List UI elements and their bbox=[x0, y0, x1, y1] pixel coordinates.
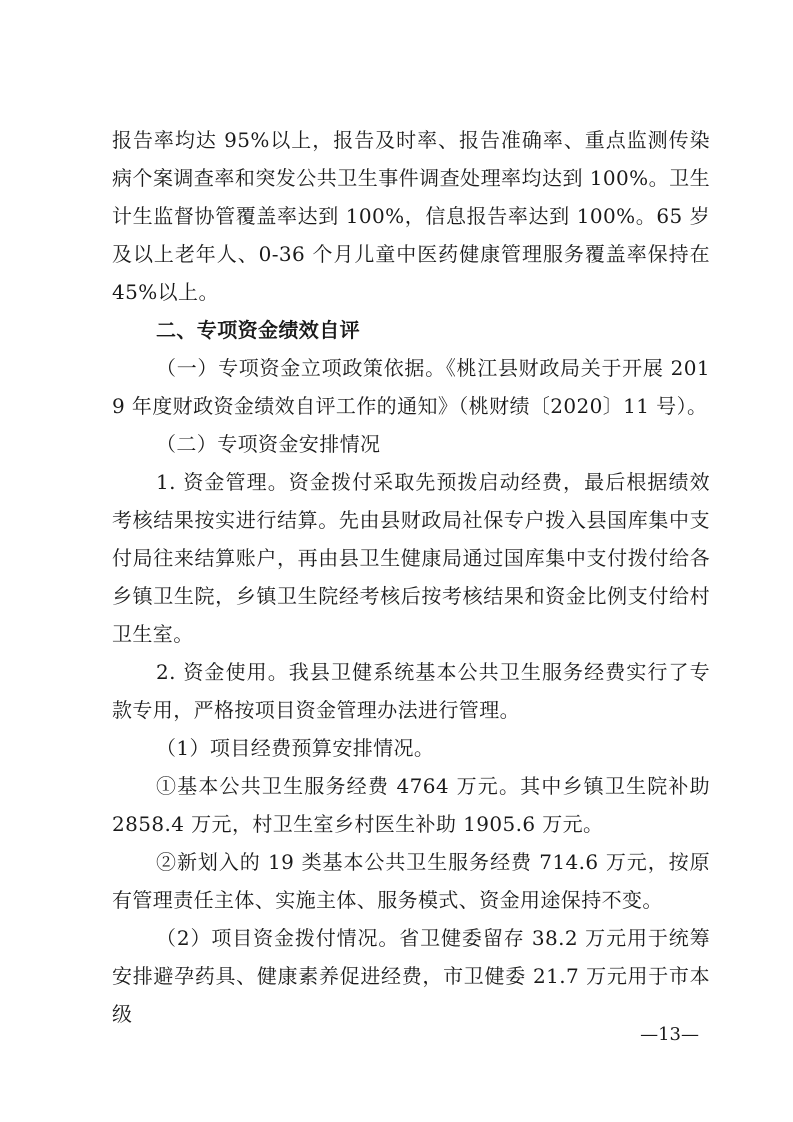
document-body bbox=[112, 121, 710, 1033]
paragraph-budget-heading: （1）项目经费预算安排情况。 bbox=[156, 736, 435, 760]
paragraph-policy-basis: （一）专项资金立项政策依据。《桃江县财政局关于开展 2019 年度财政资金绩效自评工作的通知》（桃财绩〔2020〕11 号）。 bbox=[112, 356, 710, 418]
paragraph-disbursement: （2）项目资金拨付情况。省卫健委留存 38.2 万元用于统筹安排避孕药具、健康素养促进经费，市卫健委 21.7 万元用于市本级 bbox=[112, 926, 710, 1026]
paragraph-budget-item-2: ②新划入的 19 类基本公共卫生服务经费 714.6 万元，按原有管理责任主体、实施主体、服务模式、资金用途保持不变。 bbox=[112, 850, 710, 912]
subsection-heading: （二）专项资金安排情况 bbox=[156, 432, 381, 456]
paragraph-fund-management: 1. 资金管理。资金拨付采取先预拨启动经费，最后根据绩效考核结果按实进行结算。先由县财政局社保专户拨入县国库集中支付局往来结算账户，再由县卫生健康局通过国库集中支付拨付给各乡镇卫生院，乡镇卫生院经考核后按考核结果和资金比例支付给村卫生室。 bbox=[112, 470, 710, 646]
paragraph-budget-item-1: ①基本公共卫生服务经费 4764 万元。其中乡镇卫生院补助 2858.4 万元，村卫生室乡村医生补助 1905.6 万元。 bbox=[112, 774, 710, 836]
paragraph-fund-usage: 2. 资金使用。我县卫健系统基本公共卫生服务经费实行了专款专用，严格按项目资金管理办法进行管理。 bbox=[112, 660, 710, 722]
paragraph-coverage-rates: 报告率均达 95%以上，报告及时率、报告准确率、重点监测传染病个案调查率和突发公共卫生事件调查处理率均达到 100%。卫生计生监督协管覆盖率达到 100%，信息报告率达到 100%。65 岁及以上老年人、0-36 个月儿童中医药健康管理服务覆盖率保持在 45%以上。 bbox=[112, 128, 710, 304]
page-number: —13— bbox=[640, 1024, 699, 1045]
section-heading: 二、专项资金绩效自评 bbox=[156, 318, 360, 342]
